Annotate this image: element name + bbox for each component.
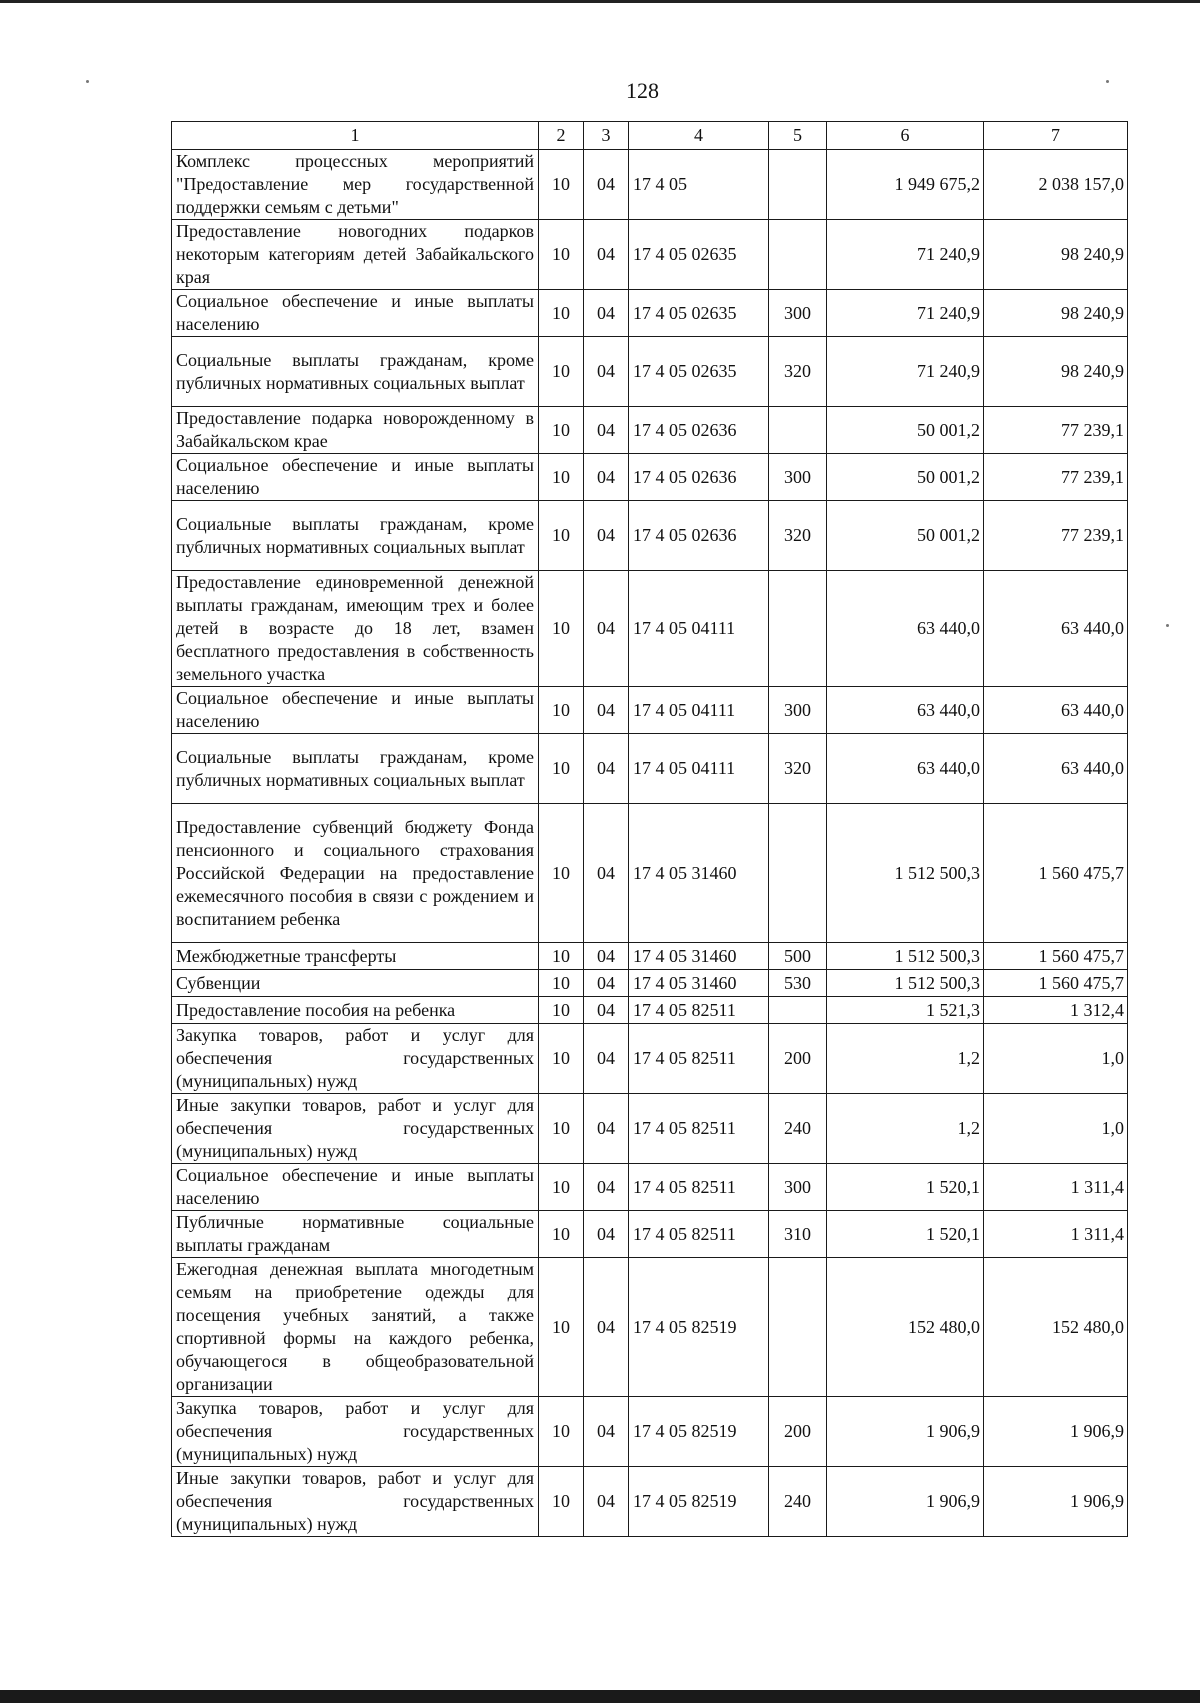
header-col-1: 1 bbox=[172, 122, 539, 150]
row-amount-col6: 1,2 bbox=[827, 1094, 984, 1164]
row-name: Ежегодная денежная выплата многодетным семьям на приобретение одежды для посещения учебных занятий, а также спортивной формы на каждого ребенка, обучающегося в общеобразовательной организации bbox=[172, 1258, 539, 1397]
row-amount-col6: 50 001,2 bbox=[827, 407, 984, 454]
scan-top-edge bbox=[0, 0, 1200, 3]
row-amount-col6: 71 240,9 bbox=[827, 290, 984, 337]
row-target-code: 17 4 05 02636 bbox=[629, 454, 769, 501]
row-amount-col7: 98 240,9 bbox=[984, 220, 1128, 290]
row-subsection: 04 bbox=[584, 150, 629, 220]
row-amount-col7: 98 240,9 bbox=[984, 290, 1128, 337]
row-amount-col7: 1,0 bbox=[984, 1094, 1128, 1164]
row-section: 10 bbox=[539, 337, 584, 407]
row-name: Закупка товаров, работ и услуг для обеспечения государственных (муниципальных) нужд bbox=[172, 1397, 539, 1467]
row-amount-col7: 77 239,1 bbox=[984, 454, 1128, 501]
row-subsection: 04 bbox=[584, 290, 629, 337]
row-target-code: 17 4 05 31460 bbox=[629, 970, 769, 997]
scan-speck bbox=[1106, 80, 1109, 83]
row-amount-col6: 1 949 675,2 bbox=[827, 150, 984, 220]
row-section: 10 bbox=[539, 571, 584, 687]
row-name: Предоставление субвенций бюджету Фонда пенсионного и социального страхования Российской Федерации на предоставление ежемесячного пособия в связи с рождением и воспитанием ребенка bbox=[172, 804, 539, 943]
row-name: Социальные выплаты гражданам, кроме публичных нормативных социальных выплат bbox=[172, 337, 539, 407]
row-target-code: 17 4 05 82511 bbox=[629, 1094, 769, 1164]
table-row bbox=[172, 337, 1128, 407]
row-target-code: 17 4 05 04111 bbox=[629, 687, 769, 734]
row-section: 10 bbox=[539, 1467, 584, 1537]
row-expense-type: 320 bbox=[769, 501, 827, 571]
table-row bbox=[172, 1094, 1128, 1164]
row-expense-type: 310 bbox=[769, 1211, 827, 1258]
row-amount-col6: 1 520,1 bbox=[827, 1164, 984, 1211]
row-name: Предоставление единовременной денежной выплаты гражданам, имеющим трех и более детей в возрасте до 18 лет, взамен бесплатного предоставления в собственность земельного участка bbox=[172, 571, 539, 687]
page-number: 128 bbox=[626, 78, 659, 103]
row-amount-col6: 63 440,0 bbox=[827, 571, 984, 687]
row-amount-col6: 50 001,2 bbox=[827, 454, 984, 501]
row-section: 10 bbox=[539, 407, 584, 454]
row-name: Закупка товаров, работ и услуг для обеспечения государственных (муниципальных) нужд bbox=[172, 1024, 539, 1094]
header-col-2: 2 bbox=[539, 122, 584, 150]
row-name: Социальное обеспечение и иные выплаты населению bbox=[172, 454, 539, 501]
row-amount-col6: 1 521,3 bbox=[827, 997, 984, 1024]
header-col-3: 3 bbox=[584, 122, 629, 150]
row-section: 10 bbox=[539, 687, 584, 734]
row-target-code: 17 4 05 31460 bbox=[629, 804, 769, 943]
table-row bbox=[172, 407, 1128, 454]
row-subsection: 04 bbox=[584, 1397, 629, 1467]
row-name: Публичные нормативные социальные выплаты гражданам bbox=[172, 1211, 539, 1258]
table-row bbox=[172, 943, 1128, 970]
row-subsection: 04 bbox=[584, 734, 629, 804]
row-subsection: 04 bbox=[584, 1258, 629, 1397]
row-expense-type bbox=[769, 804, 827, 943]
row-target-code: 17 4 05 02635 bbox=[629, 220, 769, 290]
row-section: 10 bbox=[539, 1094, 584, 1164]
row-section: 10 bbox=[539, 734, 584, 804]
budget-table bbox=[171, 121, 1128, 1537]
row-subsection: 04 bbox=[584, 997, 629, 1024]
row-amount-col7: 63 440,0 bbox=[984, 571, 1128, 687]
row-amount-col7: 77 239,1 bbox=[984, 501, 1128, 571]
row-amount-col6: 50 001,2 bbox=[827, 501, 984, 571]
row-subsection: 04 bbox=[584, 407, 629, 454]
row-expense-type bbox=[769, 997, 827, 1024]
row-target-code: 17 4 05 bbox=[629, 150, 769, 220]
row-amount-col6: 1 906,9 bbox=[827, 1397, 984, 1467]
row-target-code: 17 4 05 82511 bbox=[629, 997, 769, 1024]
budget-table-container bbox=[171, 121, 1127, 1537]
row-expense-type: 240 bbox=[769, 1094, 827, 1164]
row-amount-col7: 152 480,0 bbox=[984, 1258, 1128, 1397]
row-expense-type: 320 bbox=[769, 337, 827, 407]
row-section: 10 bbox=[539, 1258, 584, 1397]
row-target-code: 17 4 05 31460 bbox=[629, 943, 769, 970]
row-amount-col6: 152 480,0 bbox=[827, 1258, 984, 1397]
row-subsection: 04 bbox=[584, 943, 629, 970]
row-name: Субвенции bbox=[172, 970, 539, 997]
row-target-code: 17 4 05 04111 bbox=[629, 571, 769, 687]
row-subsection: 04 bbox=[584, 1164, 629, 1211]
row-name: Социальное обеспечение и иные выплаты населению bbox=[172, 687, 539, 734]
table-row bbox=[172, 1467, 1128, 1537]
table-row bbox=[172, 501, 1128, 571]
row-target-code: 17 4 05 02635 bbox=[629, 290, 769, 337]
row-section: 10 bbox=[539, 220, 584, 290]
row-amount-col7: 63 440,0 bbox=[984, 687, 1128, 734]
row-name: Социальное обеспечение и иные выплаты населению bbox=[172, 1164, 539, 1211]
row-amount-col6: 1 512 500,3 bbox=[827, 804, 984, 943]
row-name: Предоставление пособия на ребенка bbox=[172, 997, 539, 1024]
scan-speck bbox=[1166, 624, 1169, 627]
table-row bbox=[172, 997, 1128, 1024]
table-row bbox=[172, 571, 1128, 687]
row-subsection: 04 bbox=[584, 220, 629, 290]
row-target-code: 17 4 05 02635 bbox=[629, 337, 769, 407]
row-amount-col7: 1 311,4 bbox=[984, 1164, 1128, 1211]
row-expense-type: 320 bbox=[769, 734, 827, 804]
row-subsection: 04 bbox=[584, 804, 629, 943]
row-amount-col7: 1 560 475,7 bbox=[984, 970, 1128, 997]
row-amount-col7: 1 906,9 bbox=[984, 1467, 1128, 1537]
header-col-4: 4 bbox=[629, 122, 769, 150]
row-amount-col6: 1 512 500,3 bbox=[827, 943, 984, 970]
scan-speck bbox=[86, 80, 89, 83]
row-target-code: 17 4 05 82519 bbox=[629, 1258, 769, 1397]
row-name: Предоставление подарка новорожденному в Забайкальском крае bbox=[172, 407, 539, 454]
row-target-code: 17 4 05 82511 bbox=[629, 1211, 769, 1258]
row-target-code: 17 4 05 04111 bbox=[629, 734, 769, 804]
table-row bbox=[172, 734, 1128, 804]
row-section: 10 bbox=[539, 150, 584, 220]
row-expense-type bbox=[769, 1258, 827, 1397]
row-expense-type bbox=[769, 407, 827, 454]
row-section: 10 bbox=[539, 997, 584, 1024]
row-section: 10 bbox=[539, 1024, 584, 1094]
row-name: Социальные выплаты гражданам, кроме публичных нормативных социальных выплат bbox=[172, 501, 539, 571]
row-target-code: 17 4 05 82511 bbox=[629, 1024, 769, 1094]
row-amount-col7: 1 311,4 bbox=[984, 1211, 1128, 1258]
row-name: Иные закупки товаров, работ и услуг для обеспечения государственных (муниципальных) нужд bbox=[172, 1467, 539, 1537]
row-amount-col6: 1,2 bbox=[827, 1024, 984, 1094]
row-section: 10 bbox=[539, 804, 584, 943]
row-amount-col7: 2 038 157,0 bbox=[984, 150, 1128, 220]
row-amount-col7: 98 240,9 bbox=[984, 337, 1128, 407]
row-subsection: 04 bbox=[584, 687, 629, 734]
row-subsection: 04 bbox=[584, 501, 629, 571]
row-section: 10 bbox=[539, 970, 584, 997]
row-subsection: 04 bbox=[584, 454, 629, 501]
row-expense-type: 300 bbox=[769, 454, 827, 501]
table-row bbox=[172, 290, 1128, 337]
row-expense-type: 200 bbox=[769, 1024, 827, 1094]
row-target-code: 17 4 05 02636 bbox=[629, 407, 769, 454]
table-row bbox=[172, 1024, 1128, 1094]
row-expense-type bbox=[769, 150, 827, 220]
row-amount-col6: 63 440,0 bbox=[827, 734, 984, 804]
row-target-code: 17 4 05 82511 bbox=[629, 1164, 769, 1211]
row-amount-col6: 71 240,9 bbox=[827, 220, 984, 290]
row-amount-col7: 1 312,4 bbox=[984, 997, 1128, 1024]
row-expense-type: 300 bbox=[769, 687, 827, 734]
row-target-code: 17 4 05 02636 bbox=[629, 501, 769, 571]
table-row bbox=[172, 220, 1128, 290]
row-expense-type: 300 bbox=[769, 1164, 827, 1211]
row-expense-type bbox=[769, 571, 827, 687]
table-row bbox=[172, 1258, 1128, 1397]
row-amount-col6: 1 906,9 bbox=[827, 1467, 984, 1537]
row-amount-col7: 1 906,9 bbox=[984, 1397, 1128, 1467]
row-section: 10 bbox=[539, 1164, 584, 1211]
row-name: Социальные выплаты гражданам, кроме публичных нормативных социальных выплат bbox=[172, 734, 539, 804]
header-col-7: 7 bbox=[984, 122, 1128, 150]
row-amount-col6: 63 440,0 bbox=[827, 687, 984, 734]
row-subsection: 04 bbox=[584, 970, 629, 997]
row-expense-type: 530 bbox=[769, 970, 827, 997]
row-name: Социальное обеспечение и иные выплаты населению bbox=[172, 290, 539, 337]
row-amount-col7: 1 560 475,7 bbox=[984, 943, 1128, 970]
row-target-code: 17 4 05 82519 bbox=[629, 1467, 769, 1537]
table-row bbox=[172, 150, 1128, 220]
row-amount-col6: 1 520,1 bbox=[827, 1211, 984, 1258]
row-name: Предоставление новогодних подарков некоторым категориям детей Забайкальского края bbox=[172, 220, 539, 290]
table-row bbox=[172, 454, 1128, 501]
row-section: 10 bbox=[539, 1397, 584, 1467]
row-expense-type: 240 bbox=[769, 1467, 827, 1537]
table-row bbox=[172, 970, 1128, 997]
row-amount-col7: 1,0 bbox=[984, 1024, 1128, 1094]
row-amount-col6: 1 512 500,3 bbox=[827, 970, 984, 997]
table-header-row bbox=[172, 122, 1128, 150]
row-name: Иные закупки товаров, работ и услуг для обеспечения государственных (муниципальных) нужд bbox=[172, 1094, 539, 1164]
row-expense-type: 500 bbox=[769, 943, 827, 970]
row-subsection: 04 bbox=[584, 337, 629, 407]
header-col-6: 6 bbox=[827, 122, 984, 150]
row-amount-col7: 77 239,1 bbox=[984, 407, 1128, 454]
row-amount-col6: 71 240,9 bbox=[827, 337, 984, 407]
row-section: 10 bbox=[539, 943, 584, 970]
row-subsection: 04 bbox=[584, 1467, 629, 1537]
row-name: Межбюджетные трансферты bbox=[172, 943, 539, 970]
table-row bbox=[172, 804, 1128, 943]
row-subsection: 04 bbox=[584, 1024, 629, 1094]
row-expense-type: 300 bbox=[769, 290, 827, 337]
table-row bbox=[172, 1397, 1128, 1467]
header-col-5: 5 bbox=[769, 122, 827, 150]
row-target-code: 17 4 05 82519 bbox=[629, 1397, 769, 1467]
row-amount-col7: 1 560 475,7 bbox=[984, 804, 1128, 943]
scan-bottom-edge bbox=[0, 1690, 1200, 1703]
row-subsection: 04 bbox=[584, 571, 629, 687]
table-row bbox=[172, 687, 1128, 734]
table-row bbox=[172, 1164, 1128, 1211]
row-section: 10 bbox=[539, 454, 584, 501]
row-name: Комплекс процессных мероприятий "Предоставление мер государственной поддержки семьям с детьми" bbox=[172, 150, 539, 220]
row-section: 10 bbox=[539, 1211, 584, 1258]
table-row bbox=[172, 1211, 1128, 1258]
row-amount-col7: 63 440,0 bbox=[984, 734, 1128, 804]
row-expense-type: 200 bbox=[769, 1397, 827, 1467]
row-expense-type bbox=[769, 220, 827, 290]
row-section: 10 bbox=[539, 290, 584, 337]
row-subsection: 04 bbox=[584, 1094, 629, 1164]
row-subsection: 04 bbox=[584, 1211, 629, 1258]
row-section: 10 bbox=[539, 501, 584, 571]
